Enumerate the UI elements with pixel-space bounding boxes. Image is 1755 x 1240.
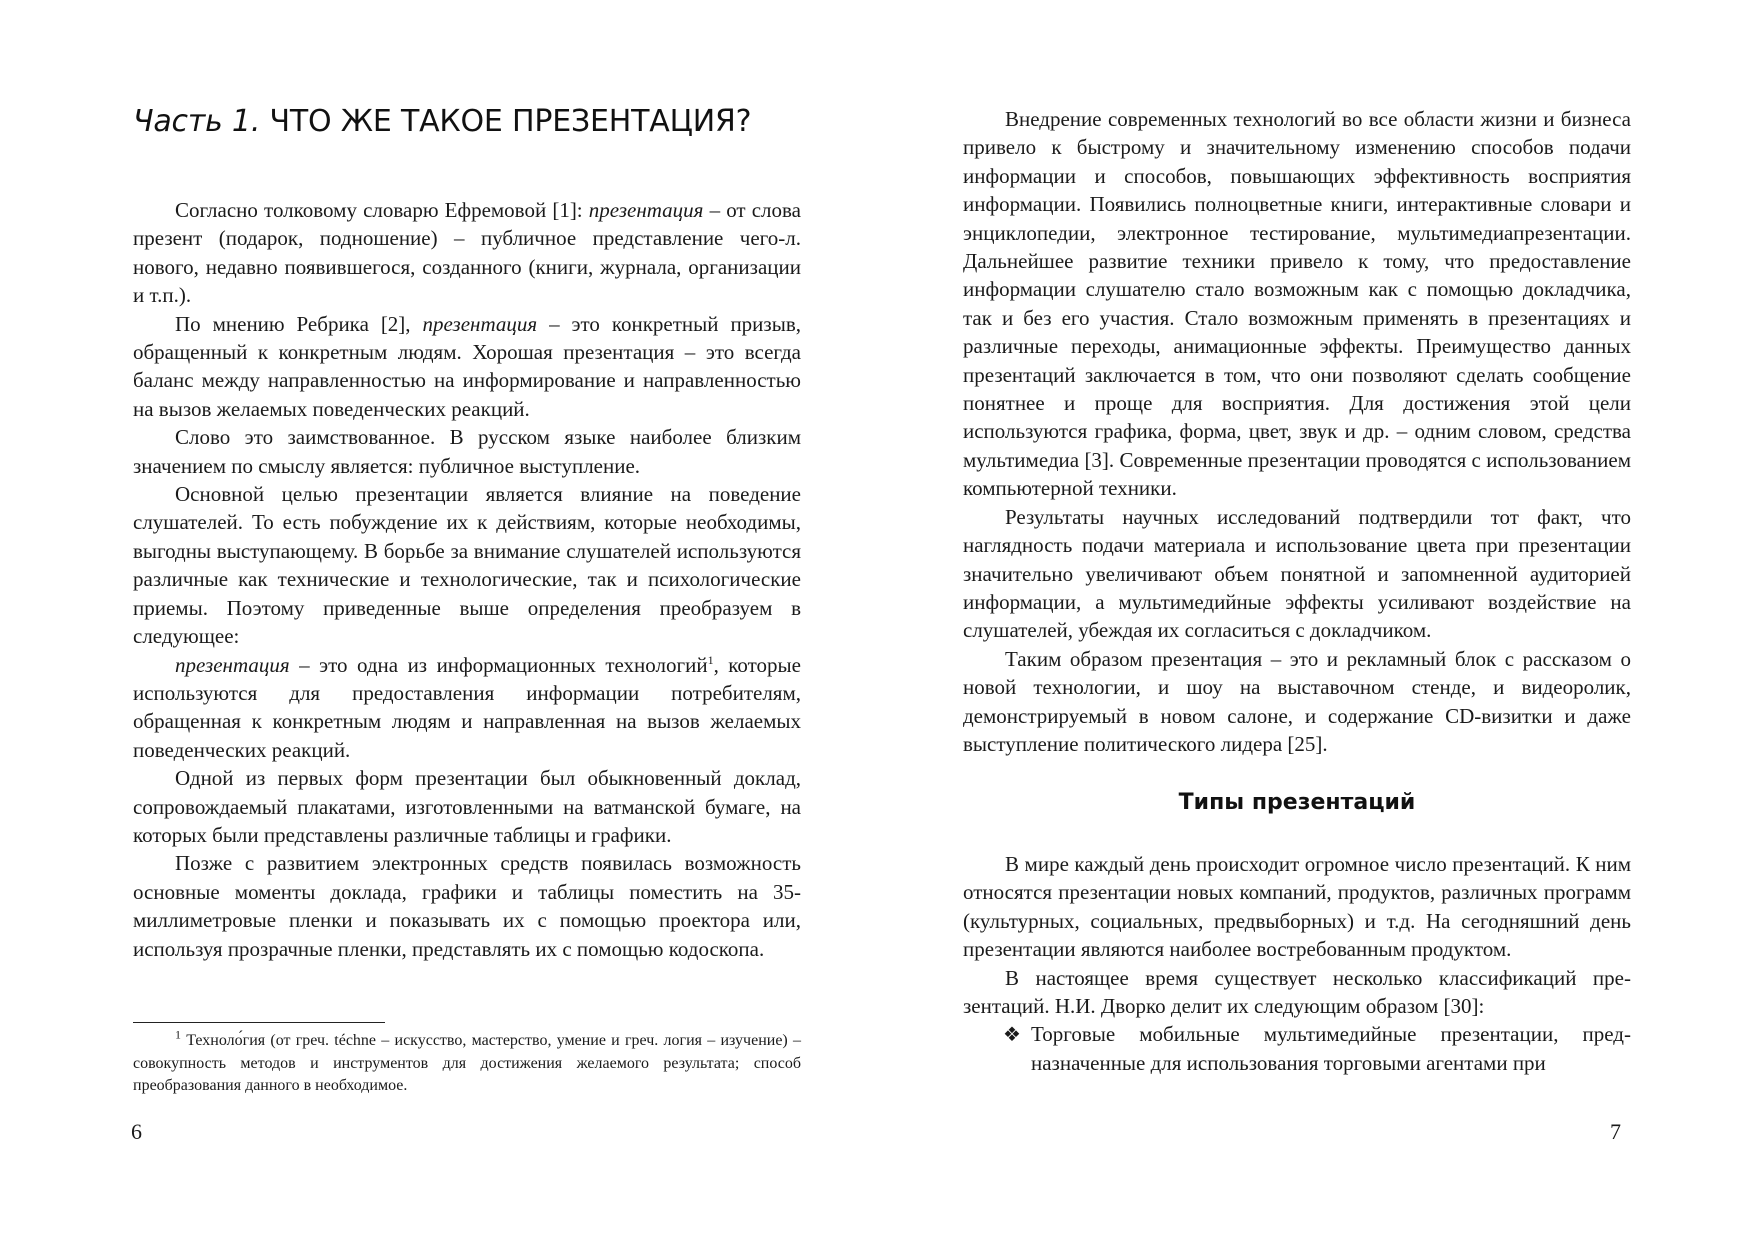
section-heading: Типы презентаций [1178,790,1416,815]
footnote [133,1027,801,1098]
left-page [0,0,877,1240]
list-item [963,1020,1631,1077]
paragraph: В настоящее время существует несколько классификаций презентаций. Н.И. Дворко делит их следующим образом [30]: [963,965,1631,1019]
chapter-title [133,102,833,142]
right-body-text [963,105,1631,758]
paragraph: В мире каждый день происходит огромное число презентаций. К ним относятся презентации новых компаний, продуктов, различных программ (культурных, социальных, предвыборных) и т.д. На сегодняшний день презентации являются наиболее востребованным продуктом. [963,852,1631,962]
text-run: – от слова презент (подарок, подношение) – публичное представление чего-л. нового, недавно появившегося, созданного (книги, журнала, организации и т.п.). [133,198,801,308]
paragraph [133,196,801,310]
paragraph: Основной целью презентации является влияние на поведение слушателей. То есть побуждение их к действиям, которые необходимы, выгодны выступающему. В борьбе за внимание слушателей используются различные как технические и технологические, так и психологические приемы. Поэтому приведенные выше определения преобразуем в следующее: [133,482,801,649]
paragraph: Слово это заимствованное. В русском языке наиболее близким значением по смыслу является: публичное выступление. [133,425,801,478]
page-number: 7 [1610,1119,1621,1144]
italic-term: презентация [175,652,290,677]
footnote-mark: 1 [175,1027,181,1042]
footnote-reference[interactable]: 1 [707,652,714,667]
paragraph: Результаты научных исследований подтвердили тот факт, что наглядность подачи материала и использование цвета при презентации значительно увеличивают объем понятной и запомненной аудиторией информации, а мультимедийные эффекты усиливают воздействие на слушателей, убеждая их согласиться с докладчиком. [963,504,1631,643]
right-page [877,0,1755,1240]
text-run: – это конкретный призыв, обращенный к конкретным людям. Хорошая презентация – это всегда баланс между направленностью на информирование и направленностью на вызов желаемых поведенческих реакций. [133,311,801,421]
chapter-part-label: Часть 1. [133,104,261,139]
paragraph [133,651,801,765]
left-body-text [133,196,801,963]
page-number: 6 [131,1119,142,1144]
list-item-text: Торговые мобильные мультимедийные презентации, предназначенные для использования торговыми агентами при [1031,1022,1631,1075]
footnote-divider [133,1022,385,1023]
text-run: , которые используются для предоставления информации потребителям, обращенная к конкретным людям и направленная на вызов желаемых поведенческих реакций. [133,652,801,762]
text-run: Согласно толковому словарю Ефремовой [1]: [175,198,589,222]
footnote-text: Техноло́гия (от греч. téchne – искусство, мастерство, умение и греч. логия – изучение) – совокупность методов и инструментов для достижения желаемого результата; способ преобразования данного в необходимое. [133,1032,801,1094]
paragraph: Позже с развитием электронных средств появилась возможность основные моменты доклада, графики и таблицы поместить на 35-миллиметровые пленки и показывать их с помощью проектора или, используя прозрачные пленки, представлять их с помощью кодоскопа. [133,851,801,961]
diamond-bullet-icon: ❖ [1003,1022,1021,1047]
italic-term: презентация [422,311,538,336]
section-body-text [963,850,1631,1077]
text-run: – это одна из информационных технологий [289,652,708,677]
italic-term: презентация [588,198,704,222]
paragraph: Таким образом презентация – это и рекламный блок с рассказом о новой технологии, и шоу на выставочном стенде, и видеоролик, демонстрируемый в новом салоне, и содержание CD-визитки и даже выступление политического лидера [25]. [963,646,1631,756]
text-run: По мнению Ребрика [2], [175,311,423,336]
paragraph [133,310,801,424]
paragraph: Внедрение современных технологий во все области жизни и бизнеса привело к быстрому и значительному изменению способов подачи информации и способов, повышающих эффективность восприятия информации. Появились полноцветные книги, интерактивные словари и энциклопедии, электронное тестирование, мультимедиапрезентации. Дальнейшее развитие техники привело к тому, что предоставление информации слушателю стало возможным как с помощью докладчика, так и без его участия. Стало возможным применять в презентациях и различные переходы, анимационные эффекты. Преимущество данных презентаций заключается в том, что они позволяют сделать сообщение понятнее и проще для восприятия. Для достижения этой цели используются графика, форма, цвет, звук и др. – одним словом, средства мультимедиа [3]. Современные презентации проводятся с использованием компьютерной техники. [963,107,1631,501]
paragraph: Одной из первых форм презентации был обыкновенный доклад, сопровождаемый плакатами, изготовленными на ватманской бумаге, на которых были представлены различные таблицы и графики. [133,766,801,847]
chapter-title-text: ЧТО ЖЕ ТАКОЕ ПРЕЗЕНТАЦИЯ? [269,104,752,139]
